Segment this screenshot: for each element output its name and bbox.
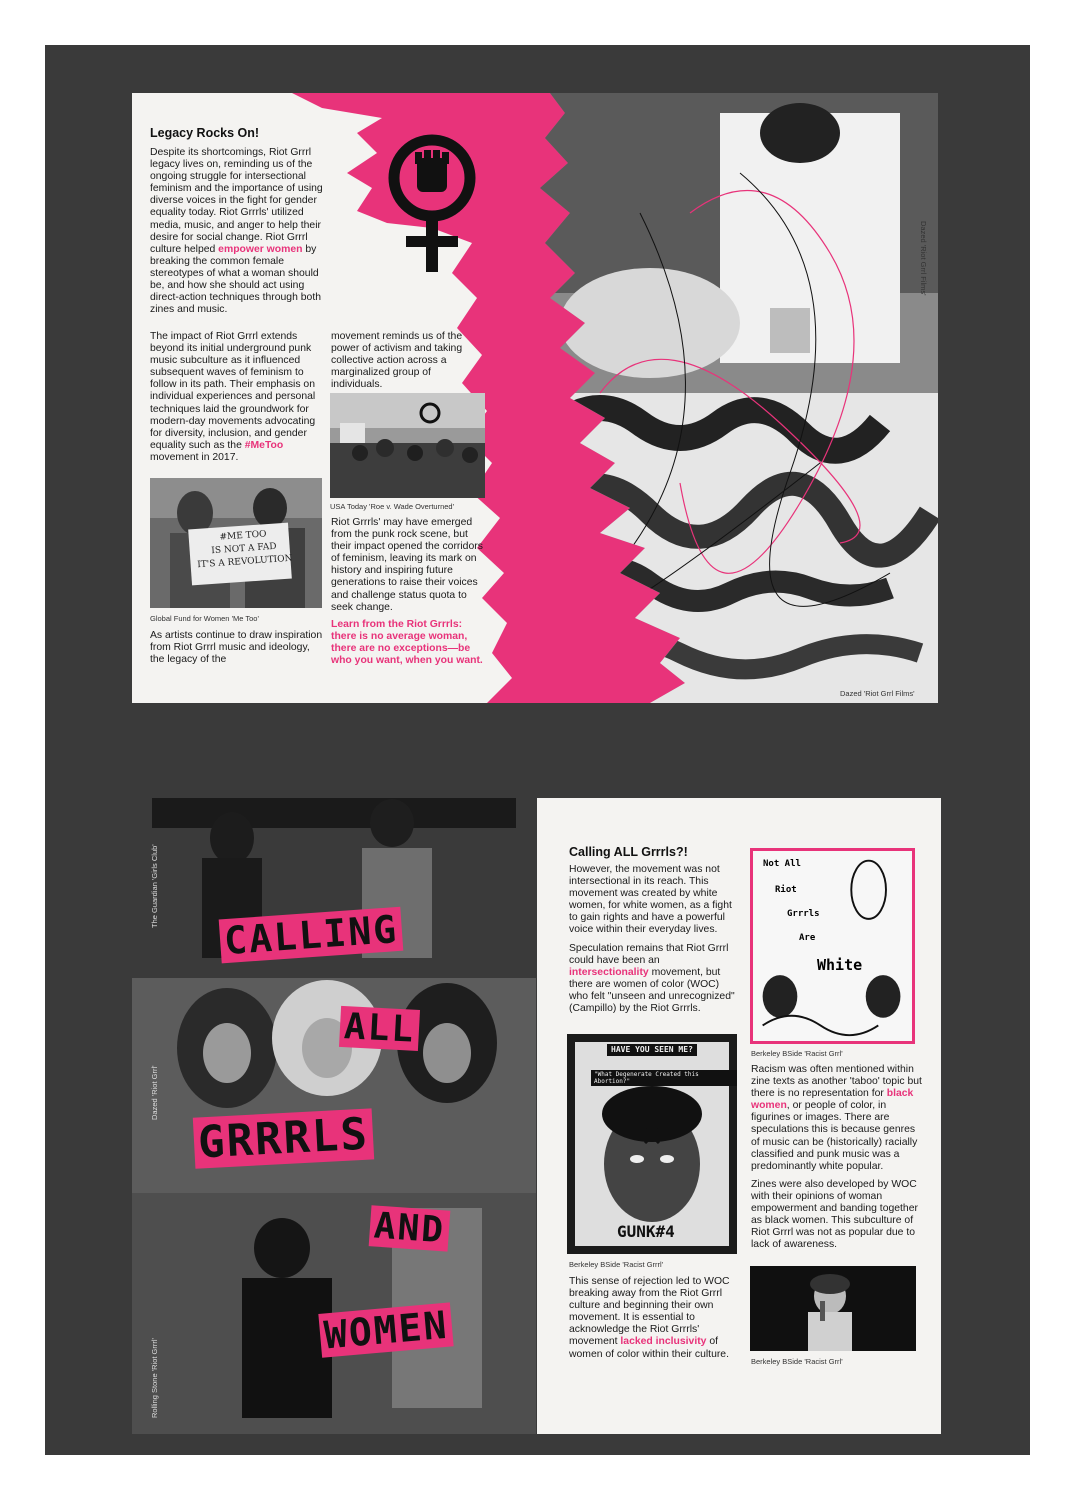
- zine-line: White: [817, 956, 863, 974]
- text-run: Zines were also developed by WOC with their opinions of woman empowerment and banding together as black women. This subculture of Riot Grrrl was not as popular due to lack of awareness.: [751, 1178, 918, 1251]
- text-run: Riot Grrrls' may have emerged from the punk rock scene, but their impact opened the corridors of feminism, leaving its mark on history and inspiring future generations to raise their voices and challenge status quota to seek change.: [331, 517, 483, 613]
- text-run: Speculation remains that Riot Grrrl could have been an: [569, 942, 729, 966]
- spread1-left-page: [132, 93, 540, 703]
- text-run: movement in 2017.: [150, 451, 239, 463]
- text-run: However, the movement was not intersectional in its reach. This movement was created by white women, for white women, as a fight to gain rights and have a powerful voice within their everyday lives.: [569, 864, 732, 936]
- roe-protest-photo: [330, 393, 485, 498]
- gunk-zine-cover: [567, 1034, 737, 1254]
- zine-line: Grrrls: [787, 909, 820, 919]
- not-all-riot-grrrls-zine: [750, 848, 915, 1044]
- column2-paragraph: [331, 331, 481, 397]
- column2-paragraph-2: [331, 517, 483, 620]
- zine-line: Riot: [775, 885, 797, 895]
- text-run: As artists continue to draw inspiration from Riot Grrrl music and ideology, the legacy of the: [150, 630, 323, 666]
- intro-paragraph: [569, 864, 741, 1021]
- pull-quote: Learn from the Riot Grrrls: there is no average woman, there are no exceptions—be who you want, when you want.: [331, 619, 483, 667]
- page-heading: Legacy Rocks On!: [150, 126, 260, 140]
- zine-bottom-label: GUNK#4: [617, 1222, 675, 1241]
- spread2-right-page: [537, 798, 941, 1434]
- text-run: , or people of color, in figurines or images. There are speculations this is because genres of music can be (historically) racially classified and punk music was a predominantly white popular.: [751, 1100, 918, 1172]
- metoo-protest-photo: [150, 478, 322, 608]
- spread2-left-page: [132, 798, 536, 1434]
- title-word-all: [339, 1006, 422, 1051]
- highlight-black-women: black women: [751, 1088, 914, 1112]
- text-run: movement reminds us of the power of activism and taking collective action across a marginalized group of individuals.: [331, 331, 463, 391]
- title-word: ALL: [339, 1006, 420, 1051]
- page-heading: Calling ALL Grrrls?!: [569, 845, 688, 859]
- singer-photo: [750, 1266, 916, 1351]
- text-run: Despite its shortcomings, Riot Grrrl legacy lives on, reminding us of the ongoing struggle for intersectional feminism and the importance of using diverse voices in the fight for gender equality today. Riot Grrrls' utilized media, music, and anger to help their desire for social change. Riot Grrrl culture helped: [150, 147, 323, 255]
- feminist-fist-icon: [382, 128, 492, 288]
- photo-caption: Berkeley BSide 'Racist Grrl': [751, 1357, 843, 1366]
- side-photo-credit: Dazed 'Riot Grrl': [150, 1065, 159, 1120]
- closing-paragraph: [150, 630, 325, 672]
- photo-caption: USA Today 'Roe v. Wade Overturned': [330, 502, 455, 511]
- spread1-right-page: [540, 93, 938, 703]
- impact-paragraph: [150, 331, 325, 470]
- text-run: movement, but there are women of color (WOC) who felt "unseen and unrecognized" (Campillo) by the Riot Grrrls.: [569, 966, 735, 1015]
- sign-line: IT'S A REVOLUTION: [196, 553, 293, 571]
- zine-line: Are: [799, 933, 816, 943]
- racism-paragraph: [751, 1064, 923, 1257]
- side-photo-credit: The Guardian 'Girls Club': [150, 844, 159, 928]
- text-run: The impact of Riot Grrrl extends beyond its initial underground punk music subculture as it influenced subsequent waves of feminism to follow in its path. Their emphasis on individual experiences and personal techniques laid the groundwork for modern-day movements advocating for diversity, inclusion, and gender equality such as the: [150, 331, 316, 451]
- side-photo-credit: Dazed 'Riot Grrl Films': [919, 221, 928, 296]
- title-word-and: [369, 1205, 453, 1252]
- title-word: GRRRLS: [193, 1108, 374, 1168]
- side-photo-credit: Rolling Stone 'Riot Grrrl': [150, 1338, 159, 1418]
- sign-line: IS NOT A FAD: [211, 541, 277, 557]
- text-run: of women of color within their culture.: [569, 1336, 729, 1360]
- protest-sign-text: [195, 527, 293, 573]
- zine-line: Not All: [763, 859, 801, 869]
- highlight-lacked-inclusivity: lacked inclusivity: [620, 1336, 707, 1348]
- highlight-empower-women: empower women: [218, 243, 303, 255]
- highlight-metoo: #MeToo: [244, 439, 284, 451]
- intro-paragraph: [150, 147, 335, 322]
- highlight-intersectionality: intersectionality: [569, 966, 649, 978]
- text-run: by breaking the common female stereotypes of what a woman should be, and how she should act using direct-action techniques through both zines and music.: [150, 243, 321, 316]
- rejection-paragraph: [569, 1276, 741, 1367]
- photo-caption: Berkeley BSide 'Racist Grrl': [751, 1049, 843, 1058]
- title-word: WOMEN: [318, 1302, 454, 1357]
- sign-line: #ME TOO: [219, 529, 267, 543]
- title-word-grrrls: [193, 1108, 376, 1168]
- riot-grrrl-painting-photo: [540, 93, 938, 703]
- title-word: AND: [369, 1205, 451, 1251]
- zine-label: HAVE YOU SEEN ME?: [607, 1044, 697, 1056]
- photo-caption: Global Fund for Women 'Me Too': [150, 614, 259, 623]
- title-word: CALLING: [219, 907, 404, 964]
- text-run: Racism was often mentioned within zine texts as another 'taboo' topic but there is no representation for: [751, 1064, 922, 1100]
- text-run: This sense of rejection led to WOC breaking away from the Riot Grrrl culture and beginning their own movement. It is essential to acknowledge the Riot Grrrls' movement: [569, 1276, 730, 1348]
- photo-credit: Dazed 'Riot Grrl Films': [840, 689, 915, 698]
- photo-caption: Berkeley BSide 'Racist Grrrl': [569, 1260, 664, 1269]
- zine-label: "What Degenerate Created this Abortion?": [591, 1070, 737, 1086]
